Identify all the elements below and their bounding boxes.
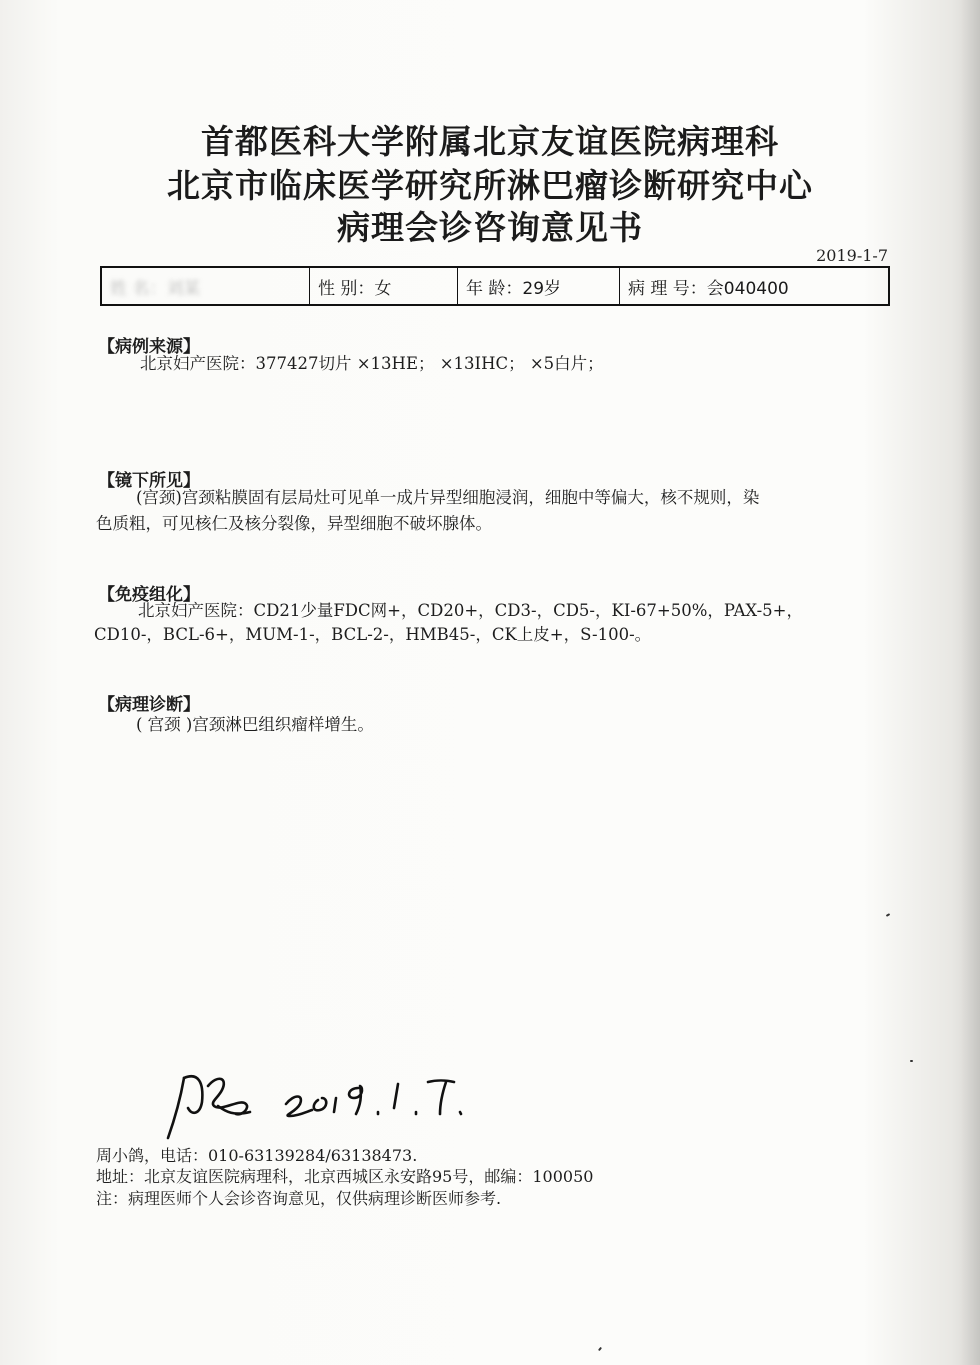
ihc-text-line1: 北京妇产医院：CD21少量FDC网+，CD20+，CD3-，CD5-，KI-67+50%，PAX-5+， [138,601,803,620]
patient-name: 姓 名：刘某 [110,278,201,299]
paper-speck [886,913,890,917]
patient-info-table [100,266,890,306]
paper-speck [910,1060,913,1062]
address-line: 地址：北京友谊医院病理科，北京西城区永安路95号，邮编：100050 [96,1167,594,1186]
report-date: 2019-1-7 [816,246,888,265]
microscopy-heading: 【镜下所见】 [98,471,200,491]
patient-sex-cell [310,268,458,304]
pathology-number-cell [620,268,888,304]
ihc-heading: 【免疫组化】 [98,585,200,605]
diagnosis-text: ( 宫颈 )宫颈淋巴组织瘤样增生。 [136,715,374,734]
document-title: 病理会诊咨询意见书 [337,208,643,247]
pathology-number: 病 理 号：会040400 [628,278,789,299]
ihc-text-line2: CD10-，BCL-6+，MUM-1-，BCL-2-，HMB45-，CK上皮+，S-100-。 [94,625,652,644]
handwritten-signature [162,1056,482,1152]
institute-title: 北京市临床医学研究所淋巴瘤诊断研究中心 [167,166,813,205]
source-text: 北京妇产医院：377427切片 ×13HE； ×13IHC； ×5白片； [140,354,604,373]
contact-line: 周小鸽，电话：010-63139284/63138473. [96,1146,418,1165]
patient-age-cell [458,268,620,304]
patient-age: 年 龄：29岁 [466,278,562,299]
hospital-title: 首都医科大学附属北京友谊医院病理科 [201,122,779,161]
source-heading: 【病例来源】 [98,337,200,357]
microscopy-text-line2: 色质粗，可见核仁及核分裂像，异型细胞不破坏腺体。 [96,514,492,533]
disclaimer-line: 注：病理医师个人会诊咨询意见，仅供病理诊断医师参考. [96,1189,502,1208]
patient-sex: 性 别：女 [318,278,392,299]
diagnosis-heading: 【病理诊断】 [98,695,200,715]
patient-name-cell [102,268,310,304]
paper-speck [598,1347,602,1351]
microscopy-text-line1: (宫颈)宫颈粘膜固有层局灶可见单一成片异型细胞浸润，细胞中等偏大，核不规则，染 [136,488,760,507]
